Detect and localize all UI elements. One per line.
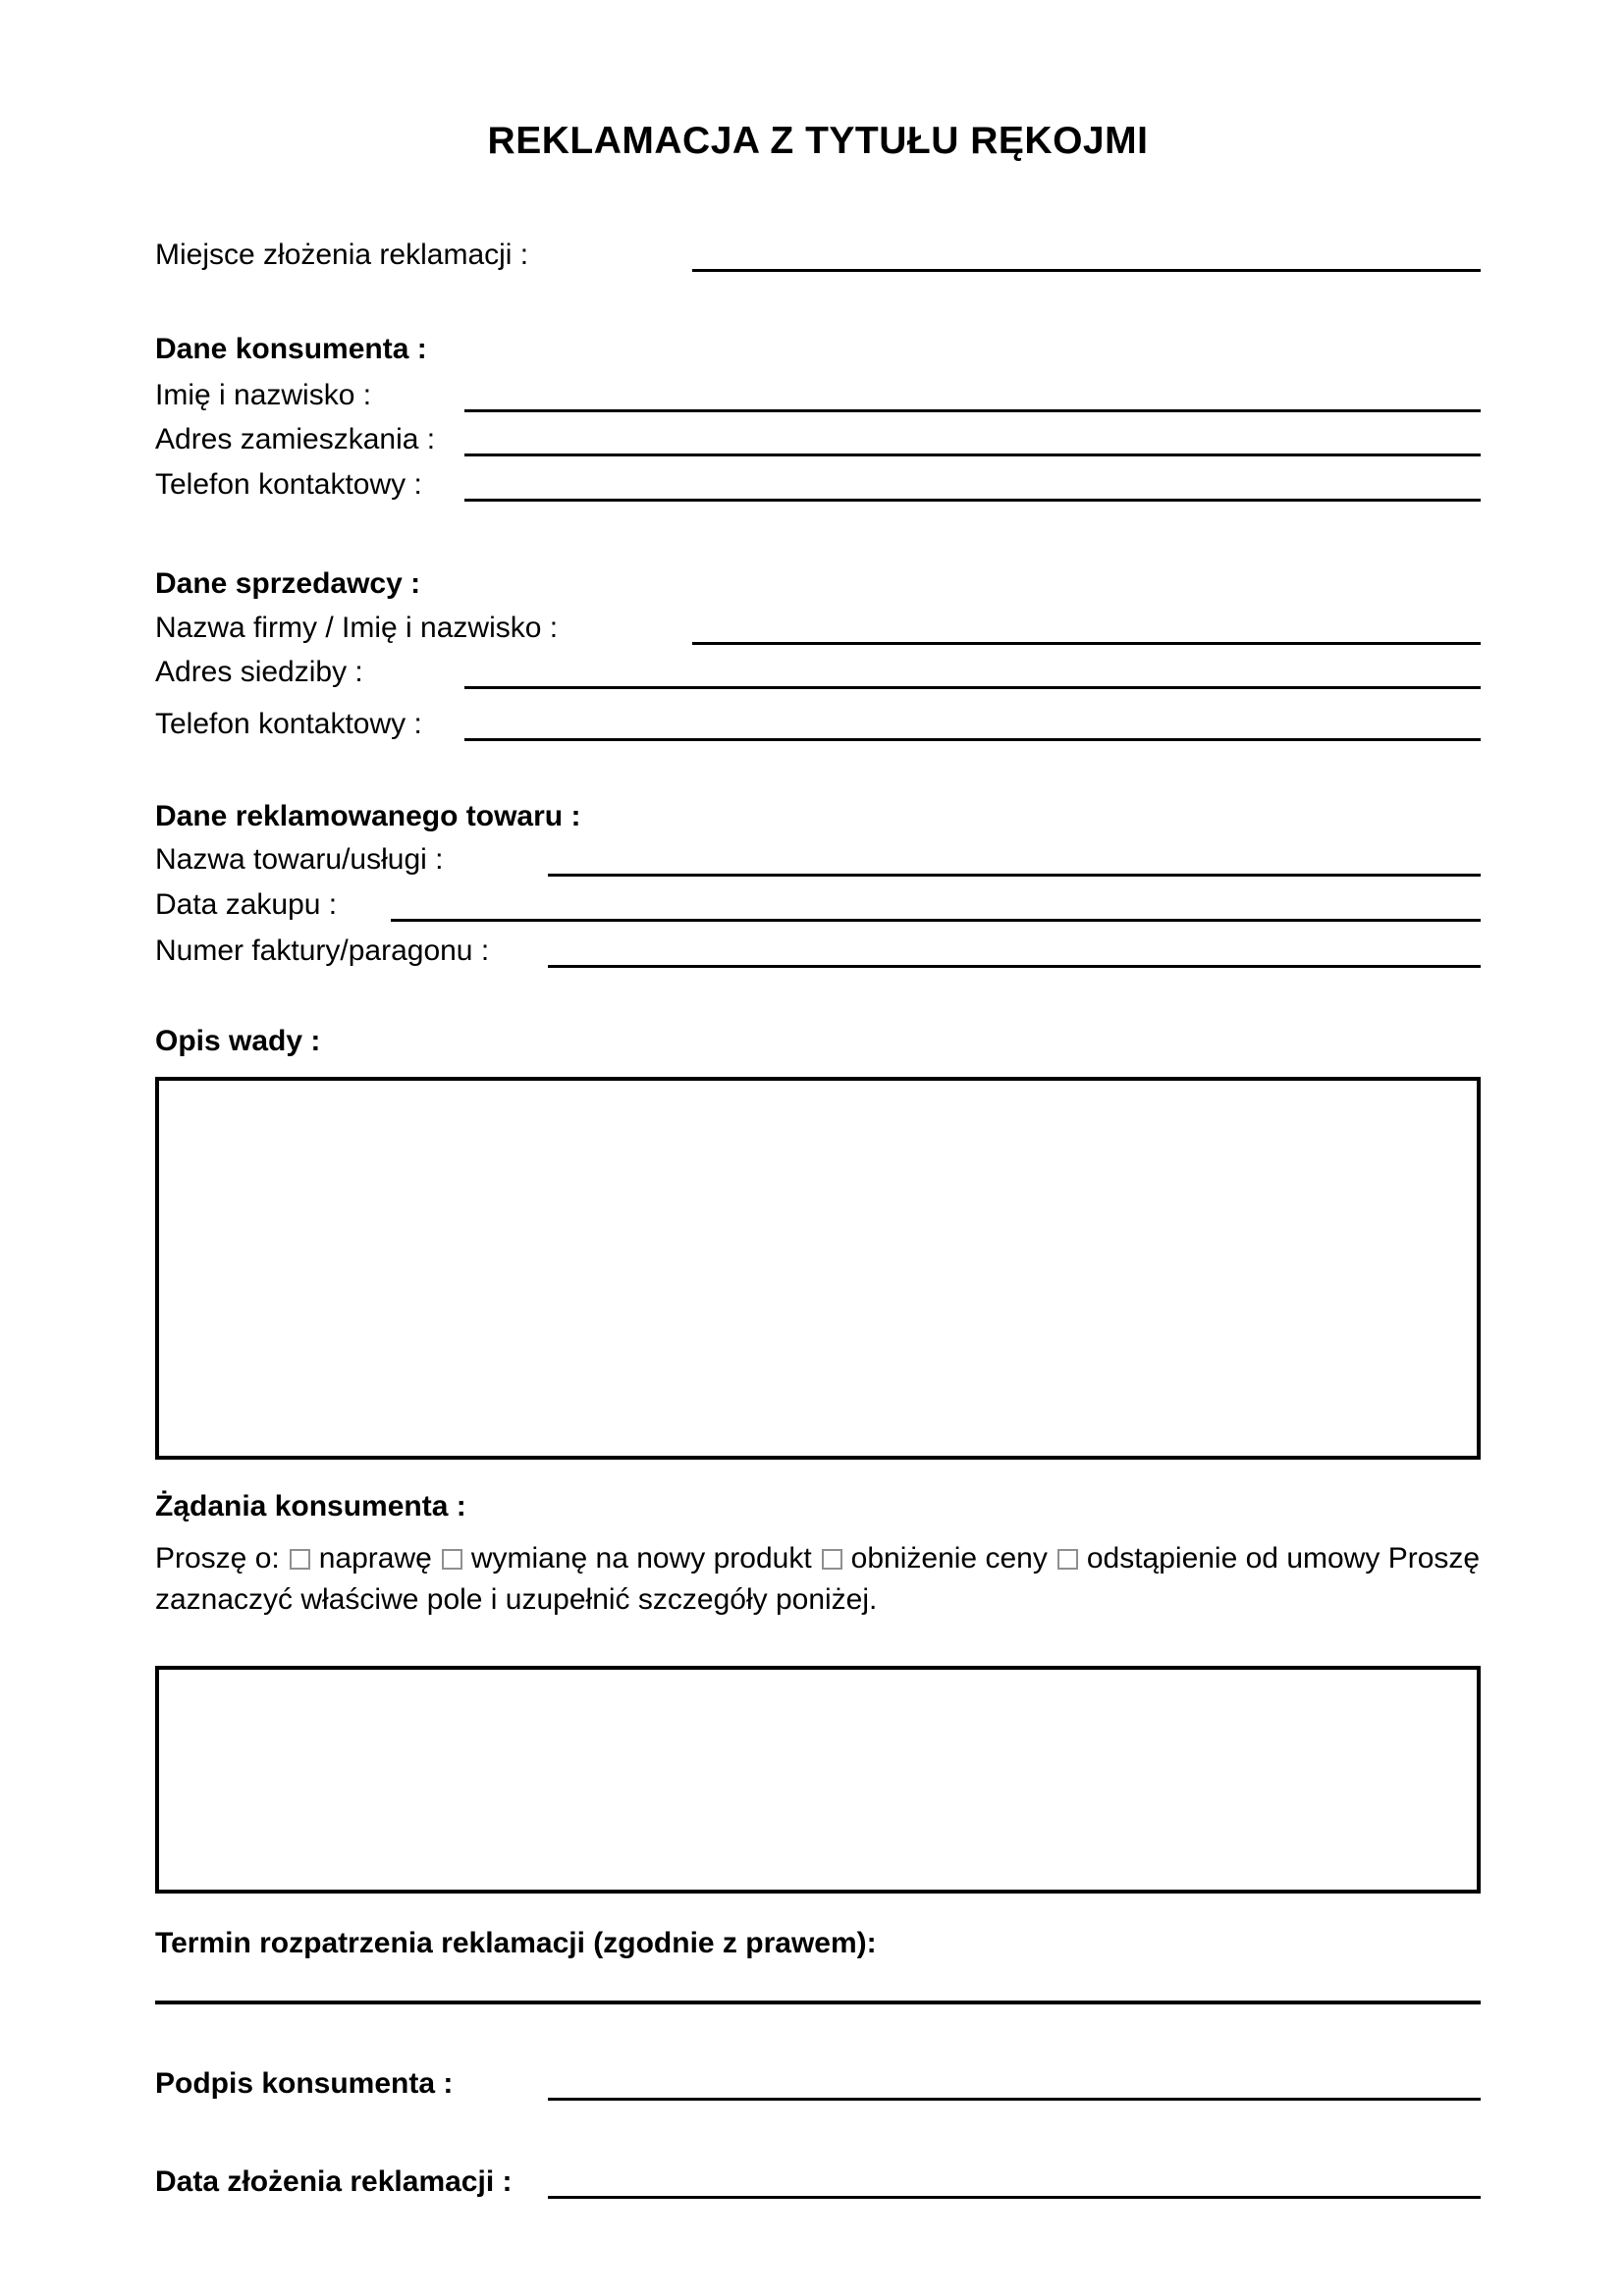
consumer-name-input-line[interactable] bbox=[464, 409, 1481, 412]
field-purchase-date bbox=[155, 887, 1481, 922]
purchase-date-label: Data zakupu : bbox=[155, 888, 338, 921]
requests-text bbox=[155, 1538, 1481, 1621]
field-consumer-name bbox=[155, 378, 1481, 412]
requests-details-box[interactable] bbox=[155, 1666, 1481, 1894]
seller-company-input-line[interactable] bbox=[692, 642, 1481, 645]
purchase-date-input-line[interactable] bbox=[391, 919, 1481, 922]
field-consumer-phone bbox=[155, 467, 1481, 502]
consumer-address-label: Adres zamieszkania : bbox=[155, 423, 436, 455]
requests-instruction: Proszę zaznaczyć właściwe pole i uzupełnić szczegóły poniżej. bbox=[155, 1542, 1481, 1616]
seller-phone-input-line[interactable] bbox=[464, 738, 1481, 741]
section-heading-requests: Żądania konsumenta : bbox=[155, 1490, 466, 1522]
section-heading-seller: Dane sprzedawcy : bbox=[155, 567, 421, 600]
requests-intro: Proszę o: bbox=[155, 1542, 280, 1575]
consumer-phone-label: Telefon kontaktowy : bbox=[155, 468, 422, 501]
field-signature bbox=[155, 2066, 1481, 2101]
checkbox-price-reduction-icon[interactable] bbox=[822, 1549, 842, 1570]
seller-address-label: Adres siedziby : bbox=[155, 656, 363, 688]
filing-date-input-line[interactable] bbox=[548, 2196, 1481, 2199]
field-product-name bbox=[155, 842, 1481, 877]
product-name-label: Nazwa towaru/usługi : bbox=[155, 843, 444, 876]
product-name-input-line[interactable] bbox=[548, 874, 1481, 877]
signature-input-line[interactable] bbox=[548, 2098, 1481, 2101]
consumer-name-label: Imię i nazwisko : bbox=[155, 379, 372, 411]
section-heading-product: Dane reklamowanego towaru : bbox=[155, 800, 581, 832]
seller-phone-label: Telefon kontaktowy : bbox=[155, 708, 422, 740]
option-withdrawal-label: odstąpienie od umowy bbox=[1086, 1542, 1380, 1575]
consumer-address-input-line[interactable] bbox=[464, 454, 1481, 456]
place-of-filing-input-line[interactable] bbox=[692, 269, 1481, 272]
deadline-input-line[interactable] bbox=[155, 2001, 1481, 2004]
checkbox-repair-icon[interactable] bbox=[290, 1549, 310, 1570]
field-seller-address bbox=[155, 655, 1481, 689]
field-seller-phone bbox=[155, 707, 1481, 741]
filing-date-label: Data złożenia reklamacji : bbox=[155, 2165, 513, 2198]
field-seller-company bbox=[155, 611, 1481, 645]
option-price-reduction-label: obniżenie ceny bbox=[850, 1542, 1048, 1575]
invoice-number-label: Numer faktury/paragonu : bbox=[155, 934, 490, 967]
option-repair-label: naprawę bbox=[318, 1542, 432, 1575]
checkbox-withdrawal-icon[interactable] bbox=[1057, 1549, 1078, 1570]
page-title: REKLAMACJA Z TYTUŁU RĘKOJMI bbox=[487, 120, 1149, 162]
section-heading-consumer: Dane konsumenta : bbox=[155, 333, 427, 365]
signature-label: Podpis konsumenta : bbox=[155, 2067, 454, 2100]
place-of-filing-label: Miejsce złożenia reklamacji : bbox=[155, 239, 529, 271]
option-replacement-label: wymianę na nowy produkt bbox=[470, 1542, 812, 1575]
section-heading-defect: Opis wady : bbox=[155, 1025, 321, 1057]
deadline-heading: Termin rozpatrzenia reklamacji (zgodnie z prawem): bbox=[155, 1927, 877, 1959]
field-place-of-filing bbox=[155, 238, 1481, 272]
defect-description-box[interactable] bbox=[155, 1077, 1481, 1460]
checkbox-replacement-icon[interactable] bbox=[442, 1549, 462, 1570]
seller-address-input-line[interactable] bbox=[464, 686, 1481, 689]
invoice-number-input-line[interactable] bbox=[548, 965, 1481, 968]
field-consumer-address bbox=[155, 422, 1481, 456]
seller-company-label: Nazwa firmy / Imię i nazwisko : bbox=[155, 612, 559, 644]
field-invoice-number bbox=[155, 934, 1481, 968]
consumer-phone-input-line[interactable] bbox=[464, 499, 1481, 502]
field-filing-date bbox=[155, 2164, 1481, 2199]
